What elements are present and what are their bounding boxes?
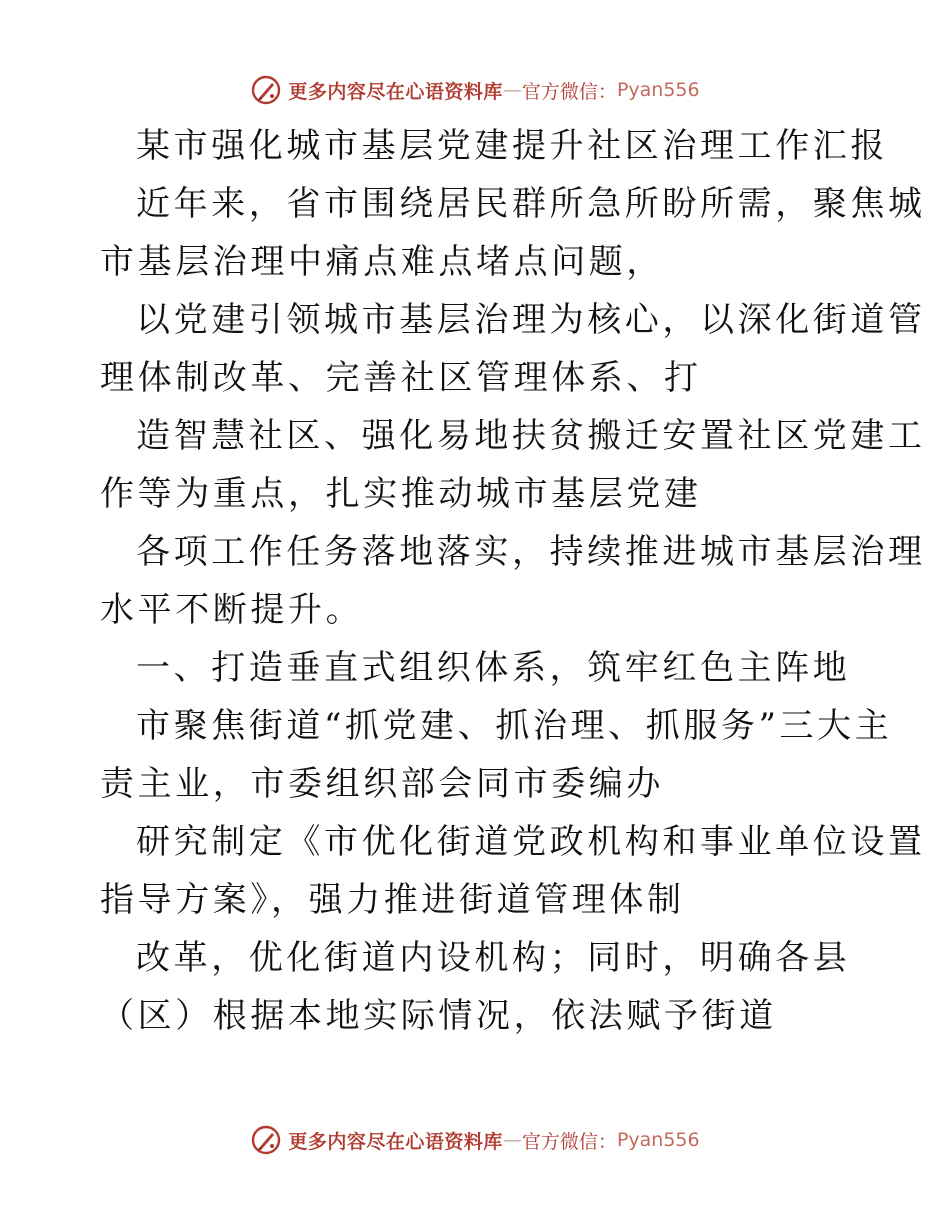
- quill-logo-icon: [250, 1124, 282, 1156]
- paragraph-line: 各项工作任务落地落实，持续推进城市基层治理: [136, 532, 926, 572]
- paragraph-line: 研究制定《市优化街道党政机构和事业单位设置: [136, 822, 926, 862]
- watermark-separator: —: [502, 1129, 522, 1151]
- paragraph-line: 市基层治理中痛点难点堵点问题，: [100, 242, 664, 282]
- paragraph-line: 造智慧社区、强化易地扶贫搬迁安置社区党建工: [136, 416, 926, 456]
- watermark-wechat-label: 官方微信：: [521, 80, 617, 103]
- document-body: [100, 117, 926, 1045]
- header-watermark: [0, 70, 950, 110]
- paragraph-line: 作等为重点，扎实推动城市基层党建: [100, 474, 702, 514]
- watermark-text: 更多内容尽在心语资料库: [288, 80, 503, 103]
- watermark-wechat-id: Pyan556: [616, 79, 700, 101]
- watermark-wechat-label: 官方微信：: [521, 1130, 617, 1153]
- footer-watermark: [0, 1120, 950, 1160]
- watermark-text: 更多内容尽在心语资料库: [288, 1130, 503, 1153]
- paragraph-line: 改革，优化街道内设机构；同时，明确各县: [136, 938, 851, 978]
- paragraph-line: 责主业，市委组织部会同市委编办: [100, 764, 664, 804]
- paragraph-line: （区）根据本地实际情况，依法赋予街道: [100, 996, 777, 1036]
- document-title: 某市强化城市基层党建提升社区治理工作汇报: [136, 126, 888, 166]
- paragraph-line: 理体制改革、完善社区管理体系、打: [100, 358, 702, 398]
- section-heading: 一、打造垂直式组织体系，筑牢红色主阵地: [136, 648, 851, 688]
- paragraph-line: 水平不断提升。: [100, 590, 364, 630]
- watermark-wechat-id: Pyan556: [616, 1129, 700, 1151]
- paragraph-line: 以党建引领城市基层治理为核心，以深化街道管: [136, 300, 926, 340]
- paragraph-line: 近年来，省市围绕居民群所急所盼所需，聚焦城: [136, 184, 926, 224]
- quill-logo-icon: [250, 74, 282, 106]
- paragraph-line: 指导方案》，强力推进街道管理体制: [100, 880, 685, 920]
- watermark-separator: —: [502, 79, 522, 101]
- paragraph-line: 市聚焦街道“抓党建、抓治理、抓服务”三大主: [136, 706, 893, 746]
